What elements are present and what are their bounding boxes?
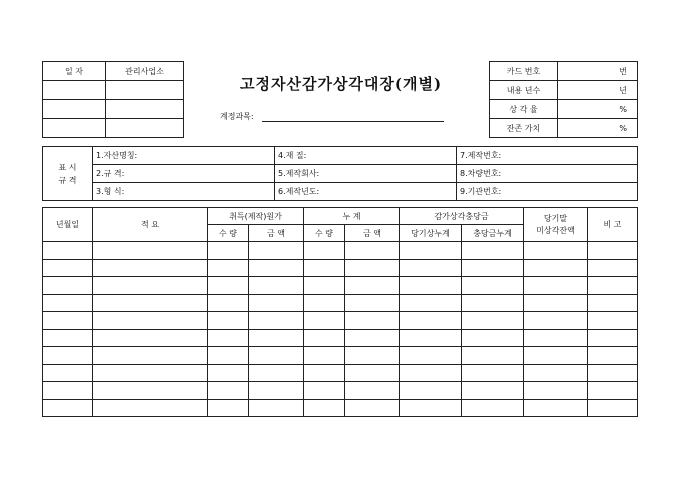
- summary-cell[interactable]: [93, 312, 208, 330]
- cum-amount-cell[interactable]: [345, 312, 400, 330]
- manufacturer-field[interactable]: 5.제작회사:: [275, 165, 457, 183]
- summary-cell[interactable]: [93, 259, 208, 277]
- depreciation-reserve-header: 감가상각충당금: [400, 208, 524, 225]
- reserve-cum-cell[interactable]: [462, 312, 524, 330]
- date-cell[interactable]: [43, 81, 106, 100]
- balance-cell[interactable]: [524, 277, 588, 295]
- cum-qty-cell[interactable]: [304, 364, 345, 382]
- remarks-cell[interactable]: [588, 312, 638, 330]
- current-dep-cell[interactable]: [400, 277, 462, 295]
- table-row: [43, 364, 638, 382]
- balance-header-line1: 당기말: [543, 213, 568, 223]
- acq-amount-header: 금 액: [249, 225, 304, 242]
- acq-amount-cell[interactable]: [249, 382, 304, 400]
- cum-amount-cell[interactable]: [345, 382, 400, 400]
- table-row: [43, 277, 638, 295]
- office-label: 관리사업소: [106, 62, 184, 81]
- useful-life-label: 내용 년수: [490, 81, 558, 100]
- current-depreciation-header: 당기상누계: [400, 225, 462, 242]
- current-dep-cell[interactable]: [400, 242, 462, 260]
- date-cell[interactable]: [43, 312, 93, 330]
- display-spec-label: [43, 147, 93, 201]
- acq-amount-cell[interactable]: [249, 329, 304, 347]
- balance-cell[interactable]: [524, 294, 588, 312]
- balance-cell[interactable]: [524, 364, 588, 382]
- acq-qty-cell[interactable]: [208, 329, 249, 347]
- table-row: [43, 242, 638, 260]
- cum-amount-cell[interactable]: [345, 399, 400, 417]
- balance-cell[interactable]: [524, 399, 588, 417]
- reserve-cum-cell[interactable]: [462, 347, 524, 365]
- summary-cell[interactable]: [93, 382, 208, 400]
- date-office-table: [42, 61, 184, 138]
- balance-cell[interactable]: [524, 312, 588, 330]
- reserve-cum-cell[interactable]: [462, 259, 524, 277]
- acq-amount-cell[interactable]: [249, 259, 304, 277]
- date-cell[interactable]: [43, 382, 93, 400]
- acq-qty-cell[interactable]: [208, 399, 249, 417]
- cum-qty-cell[interactable]: [304, 242, 345, 260]
- date-cell[interactable]: [43, 100, 106, 119]
- acq-qty-cell[interactable]: [208, 259, 249, 277]
- table-row: [43, 312, 638, 330]
- acquisition-cost-header: 취득(제작)원가: [208, 208, 304, 225]
- balance-cell[interactable]: [524, 259, 588, 277]
- remarks-cell[interactable]: [588, 347, 638, 365]
- current-dep-cell[interactable]: [400, 294, 462, 312]
- cum-qty-cell[interactable]: [304, 259, 345, 277]
- date-cell[interactable]: [43, 329, 93, 347]
- date-cell[interactable]: [43, 277, 93, 295]
- residual-value-label: 잔존 가치: [490, 119, 558, 138]
- summary-cell[interactable]: [93, 329, 208, 347]
- reserve-cum-cell[interactable]: [462, 294, 524, 312]
- ledger-body: [43, 242, 638, 417]
- remarks-cell[interactable]: [588, 294, 638, 312]
- current-dep-cell[interactable]: [400, 259, 462, 277]
- account-label: 계정과목:: [220, 112, 254, 121]
- card-info-table: [489, 61, 638, 138]
- current-dep-cell[interactable]: [400, 347, 462, 365]
- spec-label: 규 격: [58, 175, 77, 185]
- acq-qty-cell[interactable]: [208, 294, 249, 312]
- summary-cell[interactable]: [93, 364, 208, 382]
- cum-qty-cell[interactable]: [304, 294, 345, 312]
- table-row: [43, 347, 638, 365]
- cum-qty-cell[interactable]: [304, 399, 345, 417]
- manufacture-number-field[interactable]: 7.제작번호:: [457, 147, 638, 165]
- summary-cell[interactable]: [93, 277, 208, 295]
- table-row: [43, 259, 638, 277]
- card-number-field[interactable]: 번: [558, 62, 638, 81]
- balance-cell[interactable]: [524, 329, 588, 347]
- summary-cell[interactable]: [93, 347, 208, 365]
- current-dep-cell[interactable]: [400, 399, 462, 417]
- acq-quantity-header: 수 량: [208, 225, 249, 242]
- remarks-cell[interactable]: [588, 242, 638, 260]
- acq-amount-cell[interactable]: [249, 399, 304, 417]
- remarks-cell[interactable]: [588, 382, 638, 400]
- asset-name-field[interactable]: 1.자산명칭:: [93, 147, 275, 165]
- cumulative-header: 누 계: [304, 208, 400, 225]
- display-spec-table: [42, 146, 638, 201]
- cum-amount-cell[interactable]: [345, 347, 400, 365]
- engine-number-field[interactable]: 9.기관번호:: [457, 183, 638, 201]
- office-cell[interactable]: [106, 119, 184, 138]
- date-cell[interactable]: [43, 242, 93, 260]
- summary-cell[interactable]: [93, 399, 208, 417]
- cum-amount-header: 금 액: [345, 225, 400, 242]
- remarks-cell[interactable]: [588, 399, 638, 417]
- date-cell[interactable]: [43, 259, 93, 277]
- model-field[interactable]: 3.형 식:: [93, 183, 275, 201]
- reserve-cumulative-header: 충당금누계: [462, 225, 524, 242]
- summary-cell[interactable]: [93, 294, 208, 312]
- date-cell[interactable]: [43, 347, 93, 365]
- reserve-cum-cell[interactable]: [462, 277, 524, 295]
- reserve-cum-cell[interactable]: [462, 399, 524, 417]
- manufacture-year-field[interactable]: 6.제작년도:: [275, 183, 457, 201]
- acq-amount-cell[interactable]: [249, 312, 304, 330]
- ledger-table: [42, 207, 638, 417]
- acq-amount-cell[interactable]: [249, 294, 304, 312]
- card-number-label: 카드 번호: [490, 62, 558, 81]
- reserve-cum-cell[interactable]: [462, 364, 524, 382]
- table-row: [43, 399, 638, 417]
- remarks-cell[interactable]: [588, 277, 638, 295]
- office-cell[interactable]: [106, 81, 184, 100]
- reserve-cum-cell[interactable]: [462, 242, 524, 260]
- depreciation-rate-field[interactable]: %: [558, 100, 638, 119]
- cum-amount-cell[interactable]: [345, 259, 400, 277]
- date-cell[interactable]: [43, 364, 93, 382]
- acq-amount-cell[interactable]: [249, 242, 304, 260]
- date-cell[interactable]: [43, 119, 106, 138]
- display-label: 표 시: [58, 162, 77, 172]
- cum-amount-cell[interactable]: [345, 364, 400, 382]
- date-cell[interactable]: [43, 399, 93, 417]
- balance-header-line2: 미상각잔액: [536, 225, 575, 235]
- useful-life-field[interactable]: 년: [558, 81, 638, 100]
- summary-cell[interactable]: [93, 242, 208, 260]
- cum-amount-cell[interactable]: [345, 329, 400, 347]
- specification-field[interactable]: 2.규 격:: [93, 165, 275, 183]
- cum-qty-cell[interactable]: [304, 277, 345, 295]
- balance-cell[interactable]: [524, 382, 588, 400]
- undepreciated-balance-header: [524, 208, 588, 242]
- reserve-cum-cell[interactable]: [462, 382, 524, 400]
- residual-value-field[interactable]: %: [558, 119, 638, 138]
- table-row: [43, 382, 638, 400]
- material-field[interactable]: 4.재 질:: [275, 147, 457, 165]
- remarks-cell[interactable]: [588, 259, 638, 277]
- table-row: [43, 329, 638, 347]
- cum-qty-cell[interactable]: [304, 329, 345, 347]
- cum-quantity-header: 수 량: [304, 225, 345, 242]
- remarks-cell[interactable]: [588, 364, 638, 382]
- acq-qty-cell[interactable]: [208, 382, 249, 400]
- cum-qty-cell[interactable]: [304, 347, 345, 365]
- remarks-column-header: 비 고: [588, 208, 638, 242]
- acq-amount-cell[interactable]: [249, 277, 304, 295]
- acq-amount-cell[interactable]: [249, 364, 304, 382]
- reserve-cum-cell[interactable]: [462, 329, 524, 347]
- page-title: 고정자산감가상각대장(개별): [240, 75, 443, 93]
- office-cell[interactable]: [106, 100, 184, 119]
- vehicle-number-field[interactable]: 8.차량번호:: [457, 165, 638, 183]
- depreciation-rate-label: 상 각 율: [490, 100, 558, 119]
- acq-qty-cell[interactable]: [208, 347, 249, 365]
- remarks-cell[interactable]: [588, 329, 638, 347]
- acq-qty-cell[interactable]: [208, 242, 249, 260]
- current-dep-cell[interactable]: [400, 312, 462, 330]
- current-dep-cell[interactable]: [400, 329, 462, 347]
- acq-qty-cell[interactable]: [208, 277, 249, 295]
- current-dep-cell[interactable]: [400, 382, 462, 400]
- acq-qty-cell[interactable]: [208, 312, 249, 330]
- summary-column-header: 적 요: [93, 208, 208, 242]
- table-row: [43, 294, 638, 312]
- acq-amount-cell[interactable]: [249, 347, 304, 365]
- balance-cell[interactable]: [524, 242, 588, 260]
- account-field[interactable]: [262, 121, 444, 122]
- current-dep-cell[interactable]: [400, 364, 462, 382]
- date-cell[interactable]: [43, 294, 93, 312]
- cum-amount-cell[interactable]: [345, 277, 400, 295]
- cum-qty-cell[interactable]: [304, 312, 345, 330]
- acq-qty-cell[interactable]: [208, 364, 249, 382]
- balance-cell[interactable]: [524, 347, 588, 365]
- date-label: 일 자: [43, 62, 106, 81]
- cum-qty-cell[interactable]: [304, 382, 345, 400]
- cum-amount-cell[interactable]: [345, 242, 400, 260]
- date-column-header: 년월일: [43, 208, 93, 242]
- cum-amount-cell[interactable]: [345, 294, 400, 312]
